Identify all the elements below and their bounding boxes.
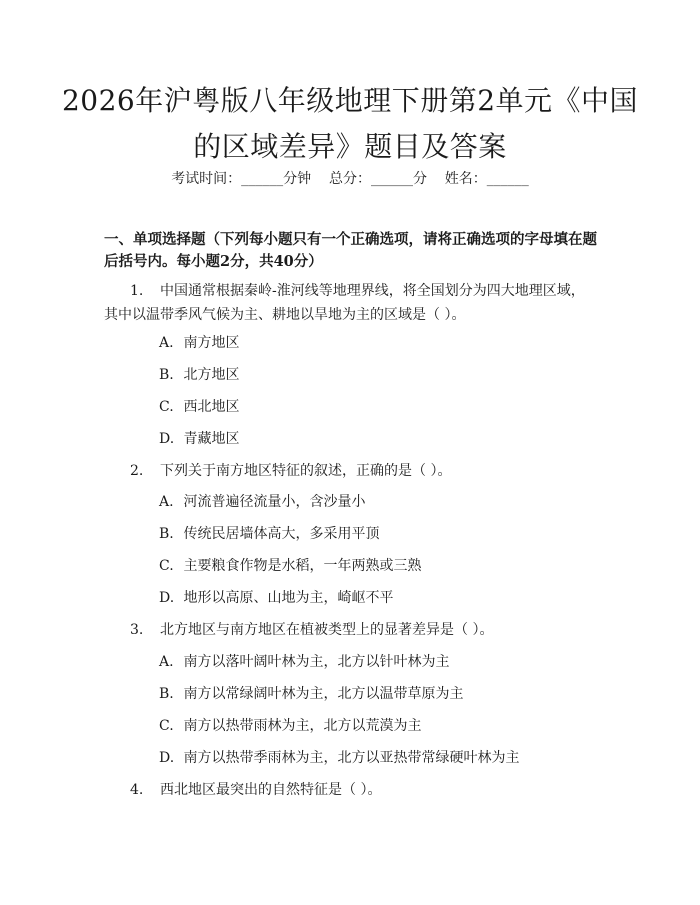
- question-number: 2.: [130, 463, 144, 479]
- option-letter: D.: [159, 590, 175, 606]
- question-2: [104, 459, 596, 483]
- option-2d: [159, 588, 599, 608]
- option-text: 南方以热带季雨林为主，北方以亚热带常绿硬叶林为主: [183, 750, 520, 766]
- question-number: 1.: [130, 283, 144, 299]
- option-text: 青藏地区: [183, 431, 240, 447]
- option-1b: [159, 365, 599, 385]
- option-letter: B.: [159, 686, 174, 702]
- exam-info-line: 考试时间：______分钟 总分：______分 姓名：______: [171, 171, 529, 187]
- option-1c: [159, 397, 599, 417]
- option-letter: D.: [159, 750, 175, 766]
- question-text: 中国通常根据秦岭-淮河线等地理界线，将全国划分为四大地理区域，其中以温带季风气候为主、耕地以旱地为主的区域是（ ）。: [104, 283, 585, 323]
- option-2b: [159, 524, 599, 544]
- section-heading: 一、单项选择题（下列每小题只有一个正确选项，请将正确选项的字母填在题后括号内。每小题2分，共40分）: [104, 231, 597, 270]
- option-3d: [159, 748, 599, 768]
- option-text: 河流普遍径流量小，含沙量小: [183, 494, 366, 510]
- page-title: 2026年沪粤版八年级地理下册第2单元《中国的区域差异》题目及答案: [61, 84, 639, 163]
- option-text: 地形以高原、山地为主，崎岖不平: [183, 590, 394, 606]
- option-letter: C.: [159, 399, 174, 415]
- option-3a: [159, 652, 599, 672]
- question-number: 4.: [130, 782, 144, 798]
- option-1a: [159, 333, 599, 353]
- option-3c: [159, 716, 599, 736]
- option-text: 南方以热带雨林为主，北方以荒漠为主: [183, 718, 422, 734]
- question-text: 北方地区与南方地区在植被类型上的显著差异是（ ）。: [160, 622, 494, 638]
- option-text: 北方地区: [183, 367, 240, 383]
- question-text: 下列关于南方地区特征的叙述，正确的是（ ）。: [160, 463, 452, 479]
- option-text: 南方以落叶阔叶林为主，北方以针叶林为主: [183, 654, 450, 670]
- option-letter: D.: [159, 431, 175, 447]
- option-text: 主要粮食作物是水稻，一年两熟或三熟: [183, 558, 422, 574]
- option-2a: [159, 492, 599, 512]
- option-2c: [159, 556, 599, 576]
- option-letter: A.: [159, 335, 174, 351]
- option-letter: B.: [159, 367, 174, 383]
- question-1: [104, 279, 596, 327]
- option-1d: [159, 429, 599, 449]
- question-4: [104, 778, 596, 802]
- option-text: 南方地区: [183, 335, 240, 351]
- option-letter: C.: [159, 558, 174, 574]
- question-text: 西北地区最突出的自然特征是（ ）。: [160, 782, 382, 798]
- option-letter: B.: [159, 526, 174, 542]
- option-letter: A.: [159, 494, 174, 510]
- option-letter: A.: [159, 654, 174, 670]
- option-3b: [159, 684, 599, 704]
- question-3: [104, 618, 596, 642]
- option-text: 南方以常绿阔叶林为主，北方以温带草原为主: [183, 686, 464, 702]
- option-text: 传统民居墙体高大，多采用平顶: [183, 526, 380, 542]
- option-letter: C.: [159, 718, 174, 734]
- option-text: 西北地区: [183, 399, 240, 415]
- question-number: 3.: [130, 622, 144, 638]
